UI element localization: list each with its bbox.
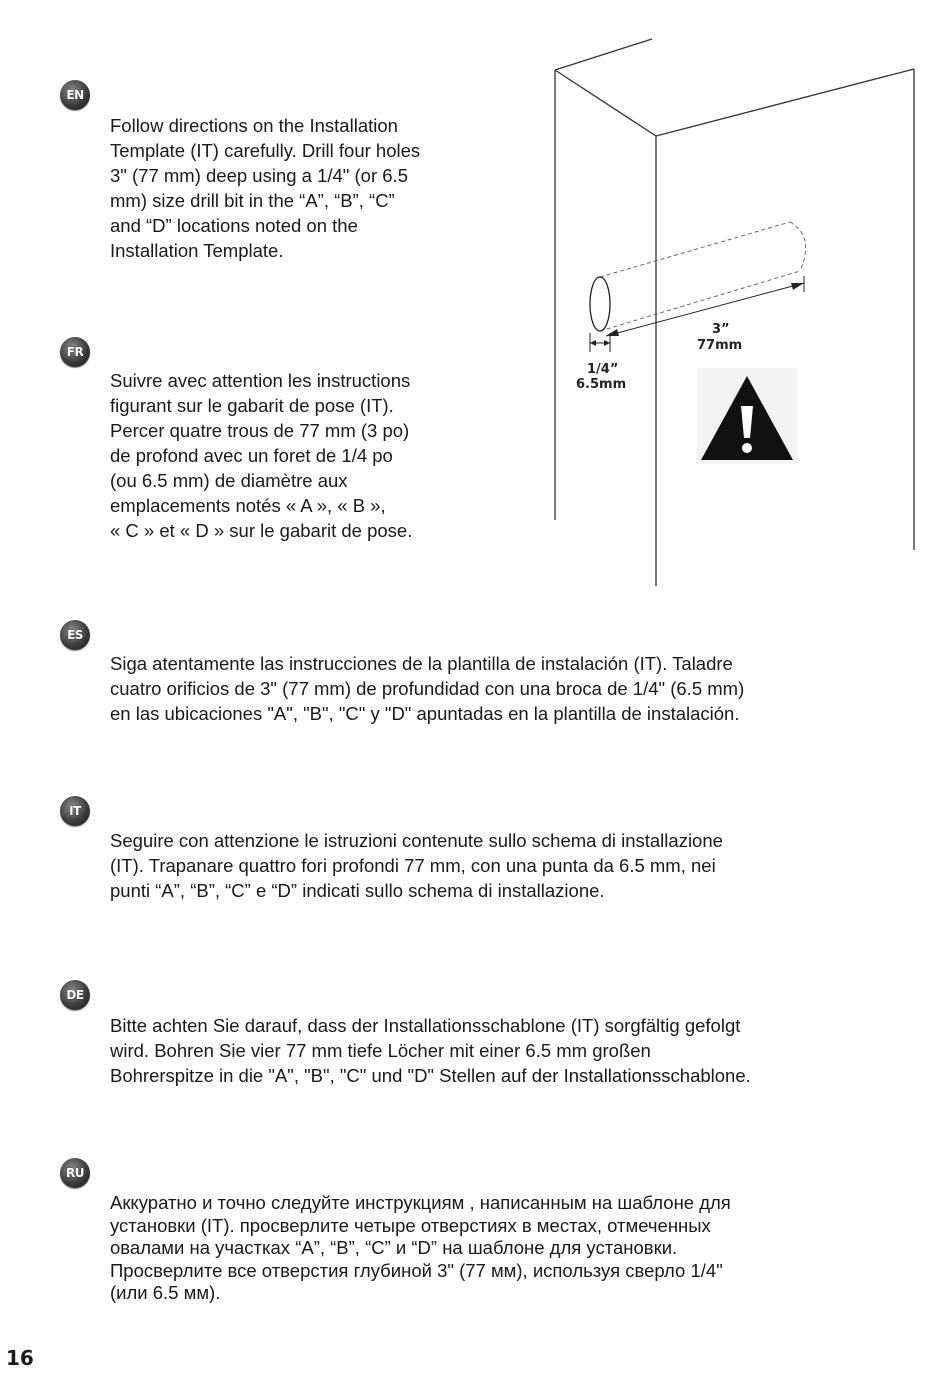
drill-hole-diagram <box>545 30 925 600</box>
language-badge-en <box>60 80 90 110</box>
depth-arrow-end <box>791 283 804 290</box>
warning-triangle-icon <box>697 368 797 464</box>
instruction-text-de: Bitte achten Sie darauf, dass der Installationsschablone (IT) sorgfältig gefolgt wird. Bohren Sie vier 77 mm tiefe Löcher mit einer 6.5 mm großen Bohrerspitze in die "A", "B", "C" und "D" Stellen auf der Installationsschablone. <box>110 1015 751 1086</box>
depth-label-inches: 3” <box>712 322 730 337</box>
language-badge-en-label: EN <box>66 88 84 102</box>
diameter-label-inches: 1/4” <box>587 362 619 377</box>
hole-top-line <box>600 222 790 277</box>
language-badge-de-label: DE <box>66 988 84 1002</box>
language-badge-ru-label: RU <box>66 1166 84 1180</box>
instruction-text-ru: Аккуратно и точно следуйте инструкциям , написанным на шаблоне для установки (IT). просверлите четыре отверстиях в местах, отмеченных овалами на участках “A”, “B”, “C” и “D” на шаблоне для установки. Просверлите все отверстия глубиной 3" (77 мм), используя сверло 1/4" (или 6.5 мм). <box>110 1192 731 1303</box>
language-badge-fr <box>60 337 90 367</box>
language-badge-es <box>60 620 90 650</box>
depth-dimension-line <box>606 283 804 336</box>
instruction-text-en: Follow directions on the Installation Template (IT) carefully. Drill four holes 3" (77 mm) deep using a 1/4" (or 6.5 mm) size drill bit in the “A”, “B”, “C” and “D” locations noted on the Installation Template. <box>110 115 421 261</box>
language-badge-it <box>60 796 90 826</box>
depth-label-mm: 77mm <box>697 338 743 353</box>
warning-exclamation-dot <box>742 443 752 453</box>
diameter-arrow-left <box>590 340 596 346</box>
hole-opening <box>590 277 610 331</box>
page-number: 16 <box>6 1346 34 1370</box>
instruction-text-es: Siga atentamente las instrucciones de la plantilla de instalación (IT). Taladre cuatro orificios de 3" (77 mm) de profundidad con una broca de 1/4" (6.5 mm) en las ubicaciones "A", "B", "C" y "D" apuntadas en la plantilla de instalación. <box>110 653 745 724</box>
language-badge-fr-label: FR <box>66 345 84 359</box>
instruction-text-fr: Suivre avec attention les instructions figurant sur le gabarit de pose (IT). Percer quatre trous de 77 mm (3 po) de profond avec un foret de 1/4 po (ou 6.5 mm) de diamètre aux emplacements notés « A », « B », « C » et « D » sur le gabarit de pose. <box>110 370 413 541</box>
language-badge-de <box>60 980 90 1010</box>
frame-top-left-line <box>555 70 656 136</box>
frame-top-right-line <box>656 69 914 136</box>
diameter-arrow-right <box>604 340 610 346</box>
diameter-label-mm: 6.5mm <box>576 377 627 392</box>
language-badge-ru <box>60 1158 90 1188</box>
hole-bottom-line <box>600 271 800 331</box>
language-badge-it-label: IT <box>69 804 81 818</box>
instruction-text-it: Seguire con attenzione le istruzioni contenute sullo schema di installazione (IT). Trapanare quattro fori profondi 77 mm, con una punta da 6.5 mm, nei punti “A”, “B”, “C” e “D” indicati sullo schema di installazione. <box>110 830 723 901</box>
depth-arrow-start <box>606 329 619 336</box>
hole-end-curve <box>790 222 806 271</box>
frame-top-back-line <box>555 39 652 70</box>
language-badge-es-label: ES <box>67 628 83 642</box>
